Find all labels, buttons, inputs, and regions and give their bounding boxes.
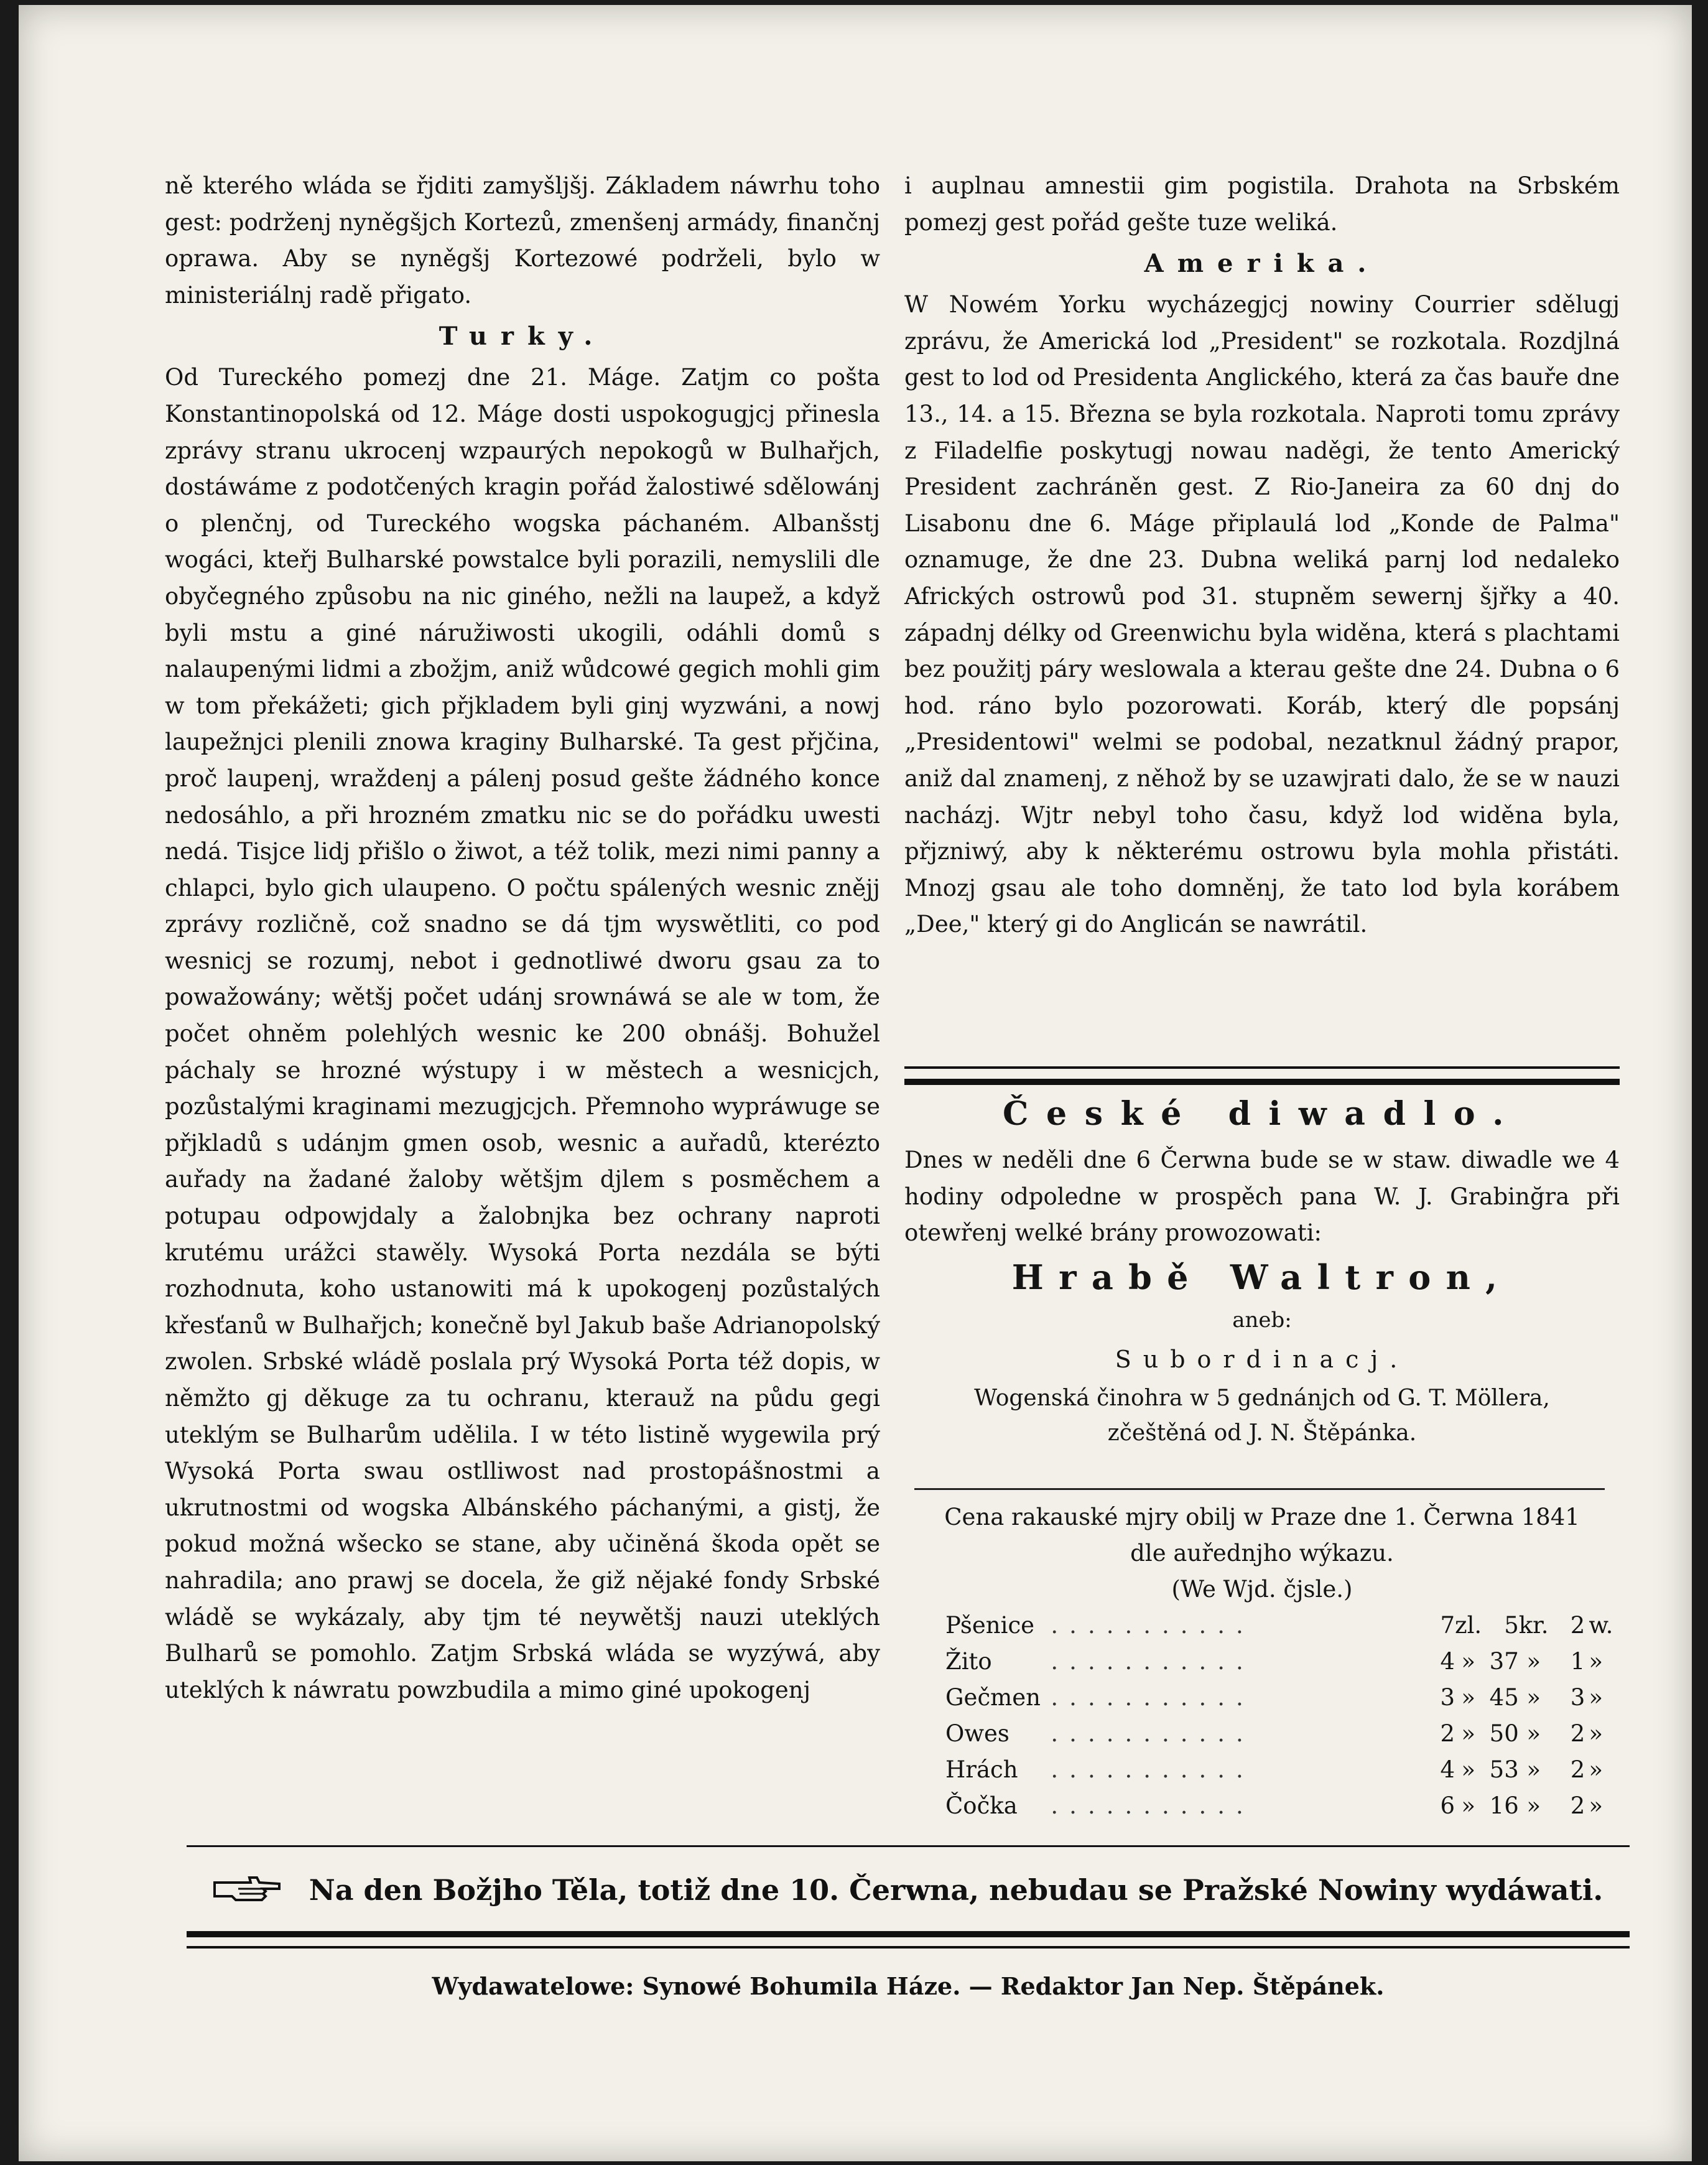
price-unit-zl: »	[1461, 1684, 1475, 1711]
price-unit-zl: »	[1461, 1792, 1475, 1819]
play-subtitle: Subordinacj.	[1115, 1345, 1409, 1373]
price-unit-kr: »	[1526, 1648, 1541, 1675]
price-row	[945, 1788, 1620, 1824]
price-unit-kr: »	[1526, 1684, 1541, 1711]
theatre-title: České diwadlo.	[1003, 1095, 1521, 1133]
price-value-kr: 50	[1489, 1720, 1519, 1747]
price-value-zl: 7	[1440, 1612, 1455, 1639]
price-unit-zl: »	[1461, 1756, 1475, 1783]
holiday-notice	[187, 1865, 1630, 1917]
play-genre: Wogenská činohra w 5 gednánjch od G. T. Möllera,	[974, 1385, 1550, 1411]
price-value-kr: 53	[1489, 1756, 1519, 1783]
price-row	[945, 1644, 1620, 1680]
theatre-divider	[904, 1066, 1620, 1085]
price-value-kr: 16	[1489, 1792, 1519, 1819]
price-value-zl: 4	[1440, 1756, 1455, 1783]
left-column	[165, 168, 880, 1708]
price-value-w: 2	[1570, 1756, 1585, 1783]
price-row-dots: ...........	[1051, 1648, 1255, 1675]
price-row	[945, 1752, 1620, 1788]
price-unit-zl: zl.	[1455, 1612, 1482, 1639]
prices-header-2: dle auřednjho wýkazu.	[1130, 1540, 1394, 1567]
price-unit-w: »	[1589, 1756, 1603, 1783]
notice-rule-bottom	[187, 1931, 1630, 1948]
right-paragraph-1: i auplnau amnestii gim pogistila. Drahota na Srbském pomezj gest pořád gešte tuze weliká.	[904, 172, 1620, 236]
price-row-dots: ...........	[1051, 1720, 1255, 1747]
price-unit-kr: »	[1526, 1720, 1541, 1747]
price-unit-w: w.	[1589, 1612, 1613, 1639]
price-value-zl: 2	[1440, 1720, 1455, 1747]
play-translator: zčeštěná od J. N. Štěpánka.	[1107, 1420, 1417, 1446]
price-value-zl: 3	[1440, 1684, 1455, 1711]
price-unit-zl: »	[1461, 1720, 1475, 1747]
right-column	[904, 168, 1620, 943]
price-unit-w: »	[1589, 1684, 1603, 1711]
left-paragraph-1: ně kterého wláda se řjditi zamyšljšj. Základem náwrhu toho gest: podrženj nyněgšjch Kortezů, zmenšenj armády, finančnj oprawa. Aby se nyněgšj Kortezowé podrželi, bylo w ministeriálnj radě přigato.	[165, 172, 880, 309]
price-row	[945, 1716, 1620, 1752]
price-row	[945, 1608, 1620, 1644]
price-unit-kr: »	[1526, 1756, 1541, 1783]
price-row-dots: ...........	[1051, 1684, 1255, 1711]
price-value-kr: 37	[1489, 1648, 1519, 1675]
price-row-name: Čočka	[945, 1792, 1018, 1819]
price-row-name: Gečmen	[945, 1684, 1041, 1711]
play-aneb: aneb:	[1232, 1307, 1292, 1333]
right-paragraph-2: W Nowém Yorku wycházegjcj nowiny Courrier sdělugj zprávu, že Americká lod „President" se rozkotala. Rozdjlná gest to lod od Presidenta Anglického, která za čas bauře dne 13., 14. a 15. Března se byla rozkotala. Naproti tomu zprávy z Filadelfie poskytugj nowau naděgi, že tento Americký President zachráněn gest. Z Rio-Janeira za 60 dnj do Lisabonu dne 6. Máge připlaulá lod „Konde de Palma" oznamuge, že dne 23. Dubna weliká parnj lod nedaleko Afrických ostrowů pod 31. stupněm sewernj šjřky a 40. západnj délky od Greenwichu byla widěna, která s plachtami bez použitj páry weslowala a kterau gešte dne 24. Dubna o 6 hod. ráno bylo pozorowati. Koráb, který dle popsánj „Presidentowi" welmi se podobal, nezatknul žádný prapor, aniž dal znamenj, z něhož by se uzawjrati dalo, že se w nauzi nacházj. Wjtr nebyl toho času, když lod widěna byla, přjzniwý, aby k některému ostrowu byla mohla přistáti. Mnozj gsau ale toho domněnj, že tato lod byla korábem „Dee," který gi do Anglicán se nawrátil.	[904, 291, 1620, 938]
prices-header-3: (We Wjd. čjsle.)	[1171, 1576, 1353, 1603]
notice-text: Na den Božjho Těla, totiž dne 10. Čerwna, nebudau se Pražské Nowiny wydáwati.	[309, 1873, 1604, 1907]
play-title: Hrabě Waltron,	[1011, 1257, 1513, 1297]
price-row-dots: ...........	[1051, 1612, 1255, 1639]
prices-header-1: Cena rakauské mjry obilj w Praze dne 1. Čerwna 1841	[944, 1504, 1580, 1530]
price-row-name: Owes	[945, 1720, 1009, 1747]
price-value-w: 2	[1570, 1792, 1585, 1819]
price-value-kr: 45	[1489, 1684, 1519, 1711]
price-value-w: 1	[1570, 1648, 1585, 1675]
price-value-zl: 6	[1440, 1792, 1455, 1819]
theatre-announcement	[904, 1086, 1620, 1451]
price-value-kr: 5	[1504, 1612, 1519, 1639]
newspaper-page	[19, 5, 1692, 2161]
price-row-name: Žito	[945, 1648, 992, 1675]
price-unit-kr: kr.	[1518, 1612, 1549, 1639]
price-row-dots: ...........	[1051, 1756, 1255, 1783]
price-row-dots: ...........	[1051, 1792, 1255, 1819]
heading-turky: Turky.	[439, 322, 606, 352]
publisher-footer: Wydawatelowe: Synowé Bohumila Háze. — Redaktor Jan Nep. Štěpánek.	[432, 1972, 1385, 2000]
price-row-name: Pšenice	[945, 1612, 1035, 1639]
price-value-w: 2	[1570, 1720, 1585, 1747]
theatre-intro: Dnes w neděli dne 6 Čerwna bude se w staw. diwadle we 4 hodiny odpoledne w prospěch pana W. J. Grabinğra při otewřenj welké brány prowozowati:	[904, 1147, 1620, 1247]
left-paragraph-2: Od Tureckého pomezj dne 21. Máge. Zatjm co pošta Konstantinopolská od 12. Máge dosti uspokogugjcj přinesla zprávy stranu ukrocenj wzpaurých nepokogů w Bulhařjch, dostáwáme z podotčených kragin pořád žalostiwé sdělowánj o plenčnj, od Tureckého wogska páchaném. Albanšstj wogáci, kteřj Bulharské powstalce byli porazili, nemyslili dle obyčegného způsobu na nic giného, nežli na laupež, a když byli mstu a giné náružiwosti ukogili, odáhli domů s nalaupenými lidmi a zbožjm, aniž wůdcowé gegich mohli gim w tom překážeti; gich přjkladem byli ginj wyzwáni, a nowj laupežnjci plenili znowa kraginy Bulharské. Ta gest přjčina, proč laupenj, wraždenj a pálenj posud gešte žádného konce nedosáhlo, a při hrozném zmatku nic se do pořádku uwesti nedá. Tisjce lidj přišlo o žiwot, a též tolik, mezi nimi panny a chlapci, bylo gich ulaupeno. O počtu spálených wesnic znějj zprávy rozličně, což snadno se dá tjm wyswětliti, co pod wesnicj se rozumj, nebot i gednotliwé dworu gsau za to powažowány; wětšj počet udánj srownáwá se ale w tom, že počet ohněm polehlých wesnic ke 200 obnášj. Bohužel páchaly se hrozné wýstupy i w městech a wesnicjch, pozůstalými kraginami mezugjcjch. Přemnoho wypráwuge se přjkladů s udánjm gmen osob, wesnic a auřadů, kterézto auřady na žadané žaloby wětšjm djlem s posměchem a potupau odpowjdaly a žalobnjka bez ochrany naproti krutému urážci stawěly. Wysoká Porta nezdála se býti rozhodnuta, koho ustanowiti má k upokogenj pozůstalých křesťanů w Bulhařjch; konečně byl Jakub baše Adrianopolský zwolen. Srbské wládě poslala prý Wysoká Porta též dopis, w němžto gj děkuge za tu ochranu, kterauž na půdu gegi uteklým se Bulharům udělila. I w této listině wygewila prý Wysoká Porta swau ostlliwost nad prostopášnostmi a ukrutnostmi od wogska Albánského páchanými, a gistj, že pokud možná wšecko se stane, aby učiněná škoda opět se nahradila; ano prawj se docela, že giž nějaké fondy Srbské wládě se wykázaly, aby tjm té neywětšj nauzi uteklých Bulharů se pomohlo. Zatjm Srbská wláda se wyzýwá, aby uteklých k náwratu powzbudila a mimo giné upokogenj	[165, 364, 880, 1703]
pointing-hand-icon	[213, 1868, 282, 1917]
grain-prices	[904, 1499, 1620, 1824]
heading-amerika: Amerika.	[1144, 249, 1380, 279]
prices-table	[945, 1608, 1620, 1824]
price-value-w: 2	[1570, 1612, 1585, 1639]
price-unit-zl: »	[1461, 1648, 1475, 1675]
price-unit-w: »	[1589, 1720, 1603, 1747]
price-row	[945, 1680, 1620, 1716]
price-value-w: 3	[1570, 1684, 1585, 1711]
price-value-zl: 4	[1440, 1648, 1455, 1675]
price-unit-w: »	[1589, 1648, 1603, 1675]
price-unit-w: »	[1589, 1792, 1603, 1819]
price-row-name: Hrách	[945, 1756, 1018, 1783]
notice-rule-top	[187, 1845, 1630, 1847]
price-unit-kr: »	[1526, 1792, 1541, 1819]
prices-divider	[914, 1488, 1605, 1490]
